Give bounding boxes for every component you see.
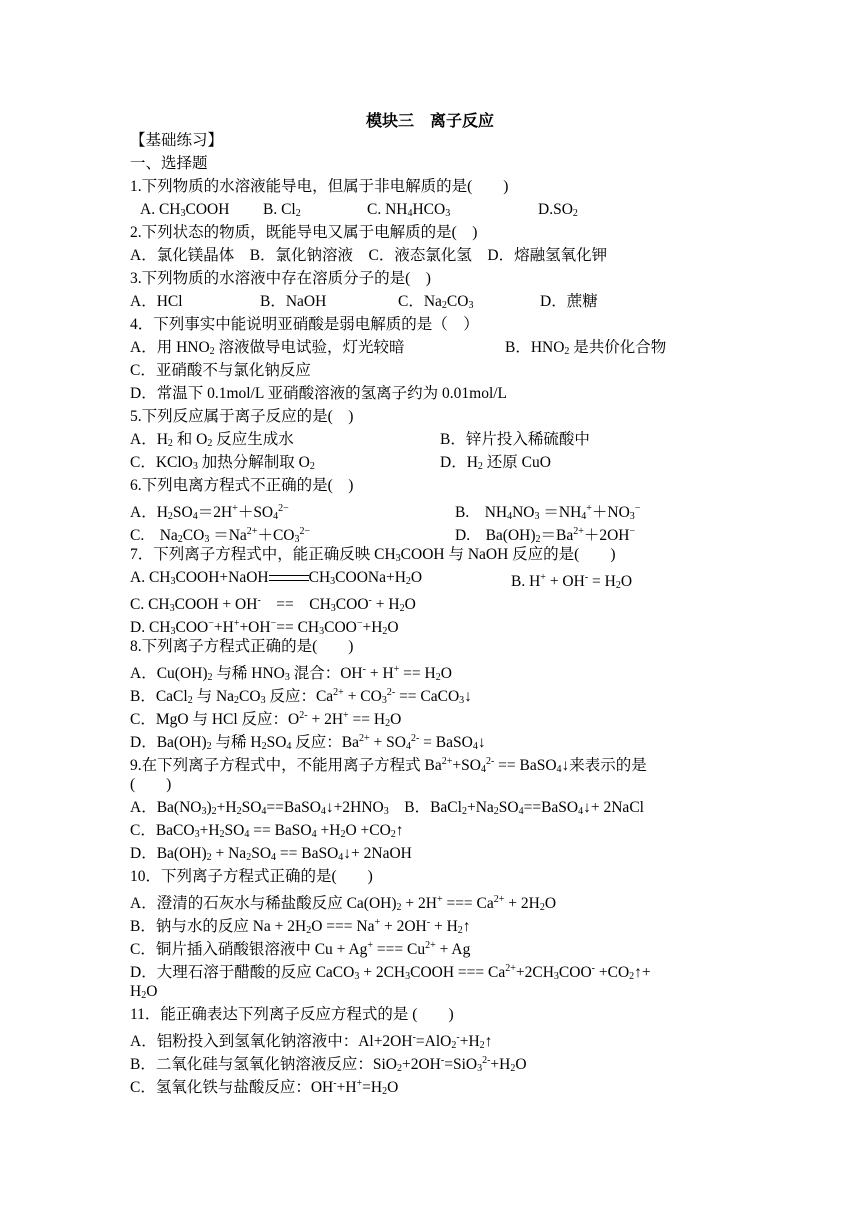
q10-option-a: A．澄清的石灰水与稀盐酸反应 $Ca(OH)_2 + 2H^+$ === $Ca^{2+} + 2H_2O$	[130, 894, 557, 913]
q6-option-b: B. $NH_4NO_3 =NH_4^++NO_3^-$	[455, 503, 641, 522]
question-4: 4．下列事实中能说明亚硝酸是弱电解质的是（ ）	[130, 316, 479, 333]
q7-option-c: C. $CH_3COOH + OH^-$ == $CH_3COO^- + H_2O$	[130, 595, 416, 614]
reversible-arrow-icon	[269, 574, 309, 582]
q6-option-c: C. $Na_2CO_3 =Na^{2+}+CO_3^{2-}$	[130, 526, 311, 545]
q9-option-c: C．$BaCO_3+H_2SO_4$ == BaSO$_4$ $+H_2O$ $+CO_2↑$	[130, 822, 404, 840]
question-8: 8.下列离子方程式正确的是( )	[130, 638, 354, 655]
q1-option-a: A. $CH_3COOH$	[140, 201, 230, 219]
q3-option-c: C．$Na_2CO_3$	[398, 293, 474, 311]
q11-option-c: C．氢氧化铁与盐酸反应：$OH^-+H^+=H_2O$	[130, 1078, 399, 1097]
question-10: 10．下列离子方程式正确的是( )	[130, 868, 373, 885]
question-6: 6.下列电离方程式不正确的是( )	[130, 477, 354, 494]
question-5: 5.下列反应属于离子反应的是( )	[130, 408, 354, 425]
q8-option-a: A．$Cu(OH)_2$ 与稀 $HNO_3$ 混合：$OH^- + H^+ == H_2O$	[130, 664, 452, 683]
q6-option-a: A．$H_2SO_4=2H^++SO_4^{2-}$	[130, 503, 289, 522]
q10-option-b: B．钠与水的反应 $Na + 2H_2O$ === $Na^+ + 2OH^- + H_2↑$	[130, 917, 471, 936]
question-1: 1.下列物质的水溶液能导电，但属于非电解质的是( )	[130, 178, 509, 195]
q2-options: A．氯化镁晶体 B．氯化钠溶液 C．液态氯化氢 D．熔融氢氧化钾	[130, 247, 608, 264]
q1-option-c: C. $NH_4HCO_3$	[367, 201, 451, 219]
q10-option-d-cont: $H_2O$	[130, 983, 158, 1001]
q8-option-d: D．$Ba(OH)_2$ 与稀 $H_2SO_4$ 反应：$Ba^{2+} + SO_4^{2-}$ = BaSO$_4$↓	[130, 733, 486, 752]
q11-option-b: B．二氧化硅与氢氧化钠溶液反应：$SiO_2+2OH^-=SiO_3^{2-}+H_2O$	[130, 1055, 527, 1074]
q4-option-d: D．常温下 0.1mol/L 亚硝酸溶液的氢离子约为 0.01mol/L	[130, 385, 508, 402]
q8-option-c: C．MgO 与 HCl 反应：$O^{2-} + 2H^+ == H_2O$	[130, 710, 402, 729]
q7-option-b: B. $H^+ + OH^- = H_2O$	[511, 572, 633, 591]
q9-option-ab: A．$Ba(NO_3)_2+H_2SO_4==BaSO_4↓+2HNO_3$ B．$BaCl_2+Na_2SO_4==BaSO_4↓+$ 2NaCl	[130, 799, 644, 817]
question-3: 3.下列物质的水溶液中存在溶质分子的是( )	[130, 270, 431, 287]
q5-option-b: B．锌片投入稀硫酸中	[440, 431, 590, 448]
question-9-paren: ( )	[130, 776, 172, 793]
q5-option-c: C．KClO$_3$ 加热分解制取 $O_2$	[130, 454, 315, 472]
q1-option-d: $D.SO_2$	[538, 201, 578, 219]
question-7: 7．下列离子方程式中，能正确反映 $CH_3COOH$ 与 NaOH 反应的是( )	[130, 546, 616, 564]
q10-option-c: C．铜片插入硝酸银溶液中 Cu + Ag+ === $Cu^{2+} + Ag$	[130, 940, 471, 958]
question-9: 9.在下列离子方程式中，不能用离子方程式 $Ba^{2+}+SO_4^{2-}$ == BaSO$_4$↓来表示的是	[130, 756, 647, 775]
q9-option-d: D．$Ba(OH)_2 + Na_2SO_4$ == BaSO$_4$↓+ 2NaOH	[130, 845, 412, 863]
q8-option-b: B．CaCl$_2$ 与 $Na_2CO_3$ 反应：$Ca^{2+} + CO_3^{2-}$ == CaCO$_3$↓	[130, 687, 472, 706]
q10-option-d: D．大理石溶于醋酸的反应 CaCO$_3$ + $2CH_3COOH$ === $Ca^{2+}+2CH_3COO^-$ $+CO_2↑+$	[130, 963, 651, 982]
q4-option-b: B．$HNO_2$ 是共价化合物	[505, 339, 667, 357]
q4-option-c: C．亚硝酸不与氯化钠反应	[130, 362, 311, 379]
q4-option-a: A．用 $HNO_2$ 溶液做导电试验，灯光较暗	[130, 339, 405, 357]
q3-option-a: A．HCl	[130, 293, 183, 310]
q1-option-b: B. $Cl_2$	[263, 201, 301, 219]
q11-option-a: A．铝粉投入到氢氧化钠溶液中：$Al+2OH^-=AlO_2^-+H_2↑$	[130, 1032, 493, 1051]
q7-option-d: D. $CH_3COO^-+H^++OH^-== CH_3COO^-+H_2O$	[130, 618, 399, 637]
q3-option-d: D．蔗糖	[540, 293, 598, 310]
q3-option-b: B．NaOH	[260, 293, 327, 310]
q6-option-d: D. $Ba(OH)_2=Ba^{2+}+2OH^-$	[455, 526, 636, 545]
question-2: 2.下列状态的物质，既能导电又属于电解质的是( )	[130, 224, 478, 241]
q7-option-a: A. $CH_3COOH+NaOH$ $CH_3COONa+H_2O$	[130, 569, 423, 587]
section-heading: 【基础练习】	[130, 132, 224, 149]
page-title: 模块三 离子反应	[365, 113, 494, 130]
question-11: 11．能正确表达下列离子反应方程式的是 ( )	[130, 1006, 454, 1023]
part-heading: 一、选择题	[130, 155, 208, 172]
q5-option-a: A．$H_2$ 和 $O_2$ 反应生成水	[130, 431, 294, 449]
q5-option-d: D．$H_2$ 还原 CuO	[440, 454, 551, 472]
